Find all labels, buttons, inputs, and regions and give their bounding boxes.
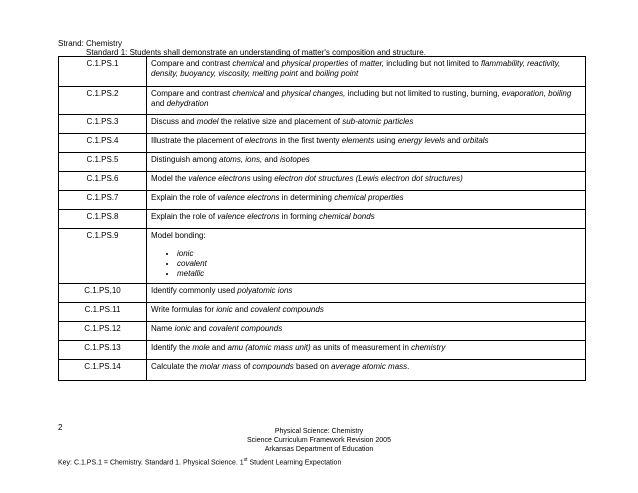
bonding-list [151,249,581,279]
expectation-description [147,360,586,381]
italic-term: valence electrons [217,212,280,221]
text-segment: and [232,305,251,314]
table-row [59,153,586,172]
text-segment: Model the [151,174,189,183]
italic-term: chemistry [411,343,446,352]
text-segment: using [250,174,275,183]
italic-term: dehydration [166,99,209,108]
text-segment: and [297,69,316,78]
table-row [59,229,586,284]
expectation-code: C.1.PS.3 [59,115,147,134]
italic-term: compounds [252,362,294,371]
expectation-description [147,210,586,229]
italic-term: electron dot structures (Lewis electron dot structures) [274,174,463,183]
expectation-description [147,172,586,191]
text-segment: Compare and contrast [151,59,233,68]
expectation-description [147,229,586,284]
italic-term: molar mass [199,362,242,371]
text-segment: and [151,99,167,108]
text-segment: in forming [279,212,320,221]
bonding-type: metallic [177,269,205,278]
italic-term: mole [192,343,210,352]
key-text: Key: C.1.PS.1 = Chemistry. Standard 1. Physical Science. 1 [58,459,244,467]
italic-term: isotopes [279,155,310,164]
text-segment: Illustrate the placement of [151,136,245,145]
text-segment: Write formulas for [151,305,217,314]
text-segment: and [444,136,463,145]
table-row [59,134,586,153]
text-segment: based on [293,362,332,371]
text-segment: in the first twenty [277,136,342,145]
bonding-type: ionic [177,249,194,258]
standard-heading: Standard 1: Students shall demonstrate an understanding of matter's composition and structure. [86,48,426,57]
italic-term: model [196,117,219,126]
table-row [59,210,586,229]
table-row [59,87,586,115]
expectation-code: C.1.PS.9 [59,229,147,284]
italic-term: physical changes, [281,89,346,98]
italic-term: chemical [232,59,264,68]
italic-term: ionic [174,324,192,333]
text-segment: and [191,324,209,333]
table-row [59,360,586,381]
text-segment: Discuss and [151,117,197,126]
text-segment: Calculate the [151,362,200,371]
table-row [59,341,586,360]
key-superscript: st [243,457,248,463]
expectation-description [147,134,586,153]
expectations-table [58,56,586,381]
text-segment: Compare and contrast [151,89,233,98]
text-segment: in determining [279,193,335,202]
expectation-description [147,191,586,210]
text-segment: and [262,155,280,164]
text-segment: . [407,362,410,371]
footer-line-3: Arkansas Department of Education [264,446,374,453]
italic-term: sub-atomic particles [342,117,414,126]
italic-term: electrons [244,136,278,145]
bonding-list-item [177,259,581,269]
italic-term: chemical [232,89,264,98]
text-segment: and [209,343,228,352]
italic-term: covalent compounds [250,305,324,314]
footer-line-1: Physical Science: Chemistry [274,428,364,435]
expectation-code: C.1.PS.14 [59,360,147,381]
italic-term: atoms, ions, [219,155,263,164]
expectation-code: C.1.PS.2 [59,87,147,115]
italic-term: matter, [359,59,385,68]
table-row [59,172,586,191]
table-row [59,322,586,341]
text-segment: of [348,59,360,68]
expectation-code: C.1.PS.11 [59,303,147,322]
table-row [59,191,586,210]
text-segment: Identify the [151,343,193,352]
italic-term: chemical bonds [319,212,375,221]
expectation-description [147,322,586,341]
expectation-code: C.1.PS.12 [59,322,147,341]
italic-term: physical properties [281,59,349,68]
expectation-description [147,153,586,172]
footer [0,427,638,454]
bonding-list-item [177,269,581,279]
italic-term: boiling point [315,69,359,78]
expectation-code: C.1.PS.4 [59,134,147,153]
expectation-code: C.1.PS.7 [59,191,147,210]
expectations-table-body [59,57,586,381]
key-tail: Student Learning Expectation [247,459,342,467]
expectation-code: C.1.PS.13 [59,341,147,360]
italic-term: flammability, reactivity, density, buoyancy, viscosity, melting point [151,59,561,78]
text-segment: Distinguish among [151,155,220,164]
text-segment: including but not limited to rusting, burning, [345,89,502,98]
strand-heading: Strand: Chemistry [58,39,123,48]
expectation-code: C.1.PS.8 [59,210,147,229]
italic-term: energy levels [397,136,445,145]
italic-term: elements [341,136,375,145]
text-segment: using [374,136,398,145]
expectation-description [147,87,586,115]
table-row [59,284,586,303]
table-row [59,115,586,134]
expectation-code: C.1.PS.5 [59,153,147,172]
key-note [58,457,341,466]
footer-line-2: Science Curriculum Framework Revision 2005 [247,437,391,444]
text-segment: Identify commonly used [151,286,238,295]
italic-term: orbitals [462,136,489,145]
expectation-description [147,115,586,134]
text-segment: Explain the role of [151,212,218,221]
text-segment: of [241,362,253,371]
text-segment: Name [151,324,175,333]
text-segment: Explain the role of [151,193,218,202]
bonding-type: covalent [177,259,207,268]
text-segment: as units of measurement in [310,343,412,352]
italic-term: chemical properties [334,193,404,202]
italic-term: ionic [216,305,233,314]
text-segment: including but not limited to [384,59,481,68]
italic-term: covalent compounds [208,324,283,333]
expectation-description [147,57,586,87]
italic-term: average atomic mass [331,362,408,371]
table-row [59,303,586,322]
italic-term: polyatomic ions [237,286,293,295]
page-number: 2 [58,423,63,432]
expectation-description [147,284,586,303]
text-segment: Model bonding: [151,231,206,240]
expectation-code: C.1.PS,10 [59,284,147,303]
table-row [59,57,586,87]
italic-term: valence electrons [217,193,280,202]
expectation-description [147,303,586,322]
italic-term: amu (atomic mass unit) [227,343,311,352]
italic-term: valence electrons [188,174,251,183]
bonding-list-item [177,249,581,259]
expectation-code: C.1.PS.1 [59,57,147,87]
text-segment: the relative size and placement of [218,117,343,126]
italic-term: evaporation, boiling [501,89,572,98]
expectation-description [147,341,586,360]
text-segment: and [263,59,282,68]
text-segment: and [263,89,282,98]
expectation-code: C.1.PS.6 [59,172,147,191]
